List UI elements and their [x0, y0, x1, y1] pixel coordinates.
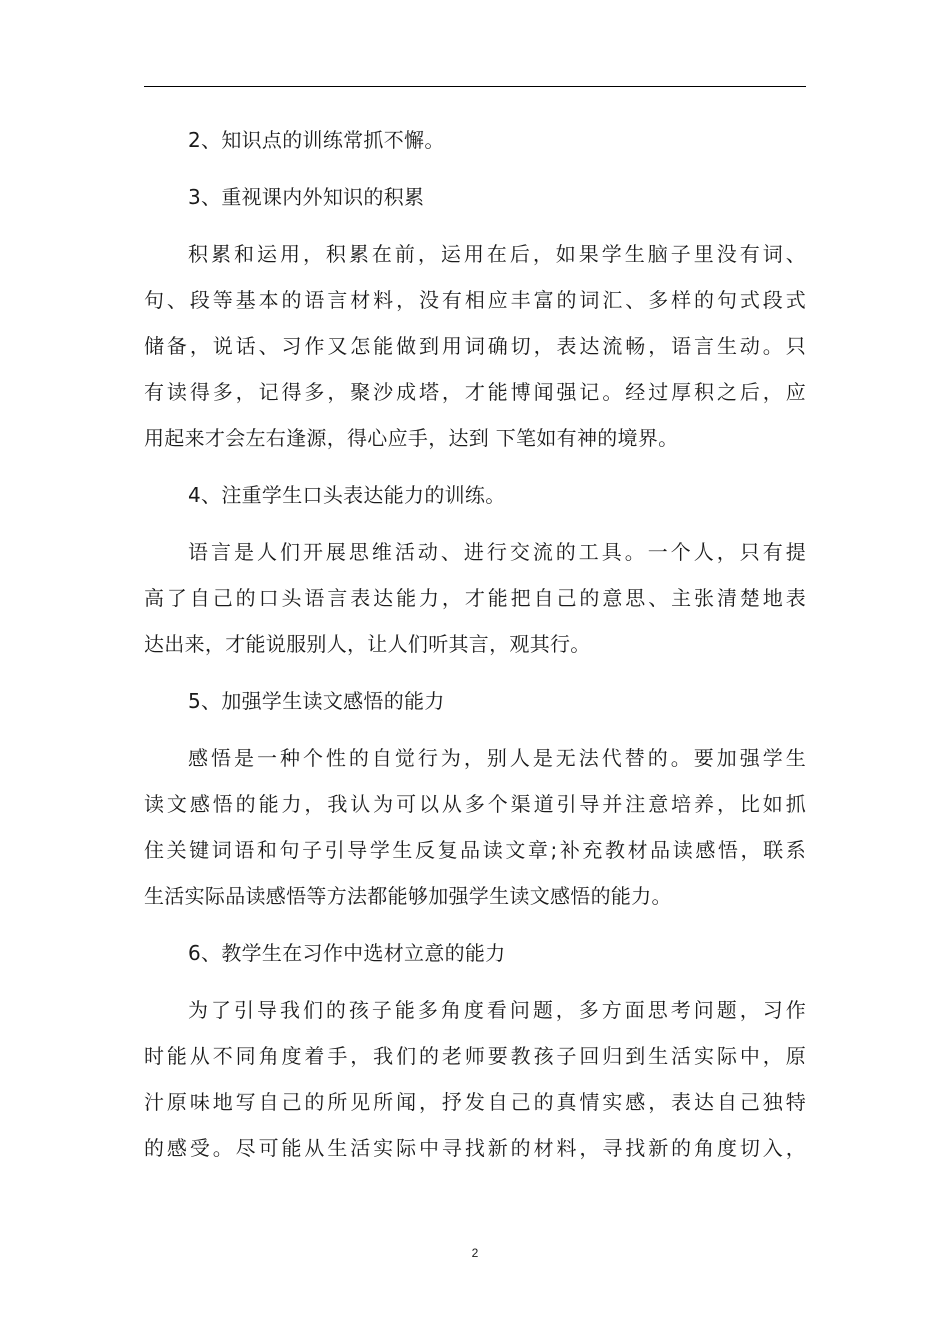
document-body	[144, 117, 806, 1182]
paragraph-line: 句、段等基本的语言材料，没有相应丰富的词汇、多样的句式段式	[144, 288, 806, 312]
paragraph-reading-comprehension	[144, 735, 806, 919]
paragraph-line: 高了自己的口头语言表达能力，才能把自己的意思、主张清楚地表	[144, 586, 806, 610]
paragraph-line: 储备，说话、习作又怎能做到用词确切，表达流畅，语言生动。只	[144, 334, 806, 358]
header-rule	[144, 86, 806, 87]
paragraph-line: 语言是人们开展思维活动、进行交流的工具。一个人，只有提	[188, 540, 806, 564]
paragraph-oral-expression	[144, 529, 806, 667]
paragraph-line: 用起来才会左右逢源，得心应手，达到 下笔如有神的境界。	[144, 426, 679, 450]
section-heading-4: 4、注重学生口头表达能力的训练。	[188, 483, 506, 507]
paragraph-topic-selection	[144, 987, 806, 1171]
paragraph-line: 积累和运用，积累在前，运用在后，如果学生脑子里没有词、	[188, 242, 806, 266]
section-heading-2: 2、知识点的训练常抓不懈。	[188, 128, 445, 152]
paragraph-line: 感悟是一种个性的自觉行为，别人是无法代替的。要加强学生	[188, 746, 806, 770]
paragraph-line: 时能从不同角度着手，我们的老师要教孩子回归到生活实际中，原	[144, 1044, 806, 1068]
paragraph-line: 达出来，才能说服别人，让人们听其言，观其行。	[144, 632, 591, 656]
section-heading-5: 5、加强学生读文感悟的能力	[188, 689, 445, 713]
paragraph-line: 读文感悟的能力，我认为可以从多个渠道引导并注意培养，比如抓	[144, 792, 806, 816]
paragraph-accumulation	[144, 231, 806, 461]
paragraph-line: 汁原味地写自己的所见所闻，抒发自己的真情实感，表达自己独特	[144, 1090, 806, 1114]
paragraph-line: 生活实际品读感悟等方法都能够加强学生读文感悟的能力。	[144, 884, 672, 908]
paragraph-line: 有读得多，记得多，聚沙成塔，才能博闻强记。经过厚积之后，应	[144, 380, 806, 404]
paragraph-line: 住关键词语和句子引导学生反复品读文章;补充教材品读感悟，联系	[144, 838, 806, 862]
paragraph-line: 的感受。尽可能从生活实际中寻找新的材料，寻找新的角度切入，	[144, 1136, 806, 1160]
paragraph-line: 为了引导我们的孩子能多角度看问题，多方面思考问题，习作	[188, 998, 806, 1022]
section-heading-3: 3、重视课内外知识的积累	[188, 185, 425, 209]
section-heading-6: 6、教学生在习作中选材立意的能力	[188, 941, 506, 965]
page-number: 2	[471, 1246, 479, 1260]
